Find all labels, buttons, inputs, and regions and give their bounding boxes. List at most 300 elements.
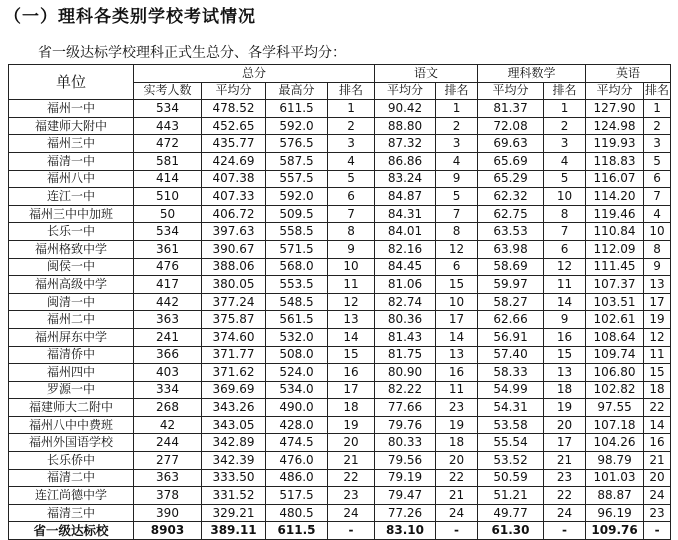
header-total-max: 最高分 [266,82,328,100]
total-max: 553.5 [266,276,328,294]
exam-count: 42 [134,416,202,434]
chinese-rank: 23 [436,399,478,417]
summary-school-name: 省一级达标校 [9,522,134,540]
exam-count: 443 [134,117,202,135]
school-name: 闽侯一中 [9,258,134,276]
math-avg: 65.69 [478,152,544,170]
exam-count: 277 [134,452,202,470]
math-rank: 7 [544,223,586,241]
math-rank: 11 [544,276,586,294]
chinese-rank: 24 [436,504,478,522]
header-total-avg: 平均分 [202,82,266,100]
total-rank: 8 [328,223,375,241]
table-row [9,487,671,505]
total-avg: 380.05 [202,276,266,294]
school-name: 长乐一中 [9,223,134,241]
header-math: 理科数学 [478,65,586,83]
summary-chinese-avg: 83.10 [375,522,436,540]
school-name: 福州八中中费班 [9,416,134,434]
math-avg: 69.63 [478,135,544,153]
table-row [9,469,671,487]
chinese-rank: 14 [436,328,478,346]
total-max: 571.5 [266,240,328,258]
total-rank: 24 [328,504,375,522]
exam-count: 442 [134,293,202,311]
math-rank: 2 [544,117,586,135]
english-rank: 23 [644,504,671,522]
english-rank: 17 [644,293,671,311]
table-row [9,205,671,223]
english-avg: 96.19 [586,504,644,522]
table-row [9,434,671,452]
english-rank: 10 [644,223,671,241]
chinese-rank: 10 [436,293,478,311]
total-avg: 369.69 [202,381,266,399]
english-avg: 101.03 [586,469,644,487]
total-rank: 15 [328,346,375,364]
table-row [9,170,671,188]
exam-count: 268 [134,399,202,417]
math-rank: 20 [544,416,586,434]
school-name: 长乐侨中 [9,452,134,470]
math-rank: 23 [544,469,586,487]
total-rank: 5 [328,170,375,188]
chinese-avg: 81.43 [375,328,436,346]
total-max: 587.5 [266,152,328,170]
table-row [9,399,671,417]
english-avg: 102.82 [586,381,644,399]
english-rank: 24 [644,487,671,505]
total-avg: 333.50 [202,469,266,487]
english-rank: 8 [644,240,671,258]
math-avg: 58.69 [478,258,544,276]
total-max: 480.5 [266,504,328,522]
total-rank: 19 [328,416,375,434]
summary-chinese-rank: - [436,522,478,540]
chinese-avg: 82.74 [375,293,436,311]
english-avg: 106.80 [586,364,644,382]
exam-count: 334 [134,381,202,399]
total-max: 592.0 [266,117,328,135]
section-heading: （一）理科各类别学校考试情况 [4,7,256,27]
math-avg: 62.66 [478,311,544,329]
header-math-avg: 平均分 [478,82,544,100]
chinese-rank: 5 [436,188,478,206]
total-max: 508.0 [266,346,328,364]
header-english: 英语 [586,65,671,83]
total-avg: 371.62 [202,364,266,382]
school-scores-table [8,64,671,540]
total-avg: 371.77 [202,346,266,364]
chinese-avg: 79.56 [375,452,436,470]
chinese-avg: 83.24 [375,170,436,188]
english-rank: 5 [644,152,671,170]
chinese-rank: 9 [436,170,478,188]
math-rank: 19 [544,399,586,417]
chinese-rank: 3 [436,135,478,153]
chinese-avg: 87.32 [375,135,436,153]
chinese-rank: 17 [436,311,478,329]
total-avg: 406.72 [202,205,266,223]
summary-row [9,522,671,540]
math-avg: 59.97 [478,276,544,294]
total-rank: 4 [328,152,375,170]
chinese-avg: 84.01 [375,223,436,241]
table-row [9,293,671,311]
header-row-group [9,65,671,83]
math-rank: 14 [544,293,586,311]
total-rank: 22 [328,469,375,487]
total-max: 568.0 [266,258,328,276]
school-name: 福州三中 [9,135,134,153]
total-max: 548.5 [266,293,328,311]
math-rank: 22 [544,487,586,505]
math-rank: 13 [544,364,586,382]
chinese-avg: 84.45 [375,258,436,276]
header-total-rank: 排名 [328,82,375,100]
total-rank: 18 [328,399,375,417]
chinese-rank: 4 [436,152,478,170]
total-avg: 390.67 [202,240,266,258]
header-unit: 单位 [9,65,134,100]
school-name: 福州一中 [9,100,134,118]
total-rank: 7 [328,205,375,223]
total-rank: 14 [328,328,375,346]
school-name: 福清一中 [9,152,134,170]
chinese-rank: 11 [436,381,478,399]
total-rank: 2 [328,117,375,135]
header-count: 实考人数 [134,82,202,100]
total-avg: 452.65 [202,117,266,135]
chinese-rank: 13 [436,346,478,364]
math-rank: 5 [544,170,586,188]
total-max: 490.0 [266,399,328,417]
total-max: 532.0 [266,328,328,346]
total-rank: 13 [328,311,375,329]
summary-exam-count: 8903 [134,522,202,540]
math-avg: 54.99 [478,381,544,399]
english-avg: 111.45 [586,258,644,276]
english-avg: 97.55 [586,399,644,417]
exam-count: 390 [134,504,202,522]
total-rank: 3 [328,135,375,153]
exam-count: 417 [134,276,202,294]
chinese-rank: 12 [436,240,478,258]
total-rank: 1 [328,100,375,118]
total-rank: 10 [328,258,375,276]
chinese-rank: 15 [436,276,478,294]
math-avg: 63.53 [478,223,544,241]
total-max: 517.5 [266,487,328,505]
total-max: 476.0 [266,452,328,470]
exam-count: 476 [134,258,202,276]
summary-english-rank: - [644,522,671,540]
english-rank: 12 [644,328,671,346]
table-row [9,276,671,294]
english-rank: 9 [644,258,671,276]
math-rank: 9 [544,311,586,329]
english-rank: 13 [644,276,671,294]
exam-count: 50 [134,205,202,223]
math-avg: 63.98 [478,240,544,258]
chinese-avg: 80.90 [375,364,436,382]
total-max: 474.5 [266,434,328,452]
english-avg: 118.83 [586,152,644,170]
header-math-rank: 排名 [544,82,586,100]
chinese-avg: 77.26 [375,504,436,522]
math-avg: 57.40 [478,346,544,364]
school-name: 连江一中 [9,188,134,206]
table-row [9,100,671,118]
table-row [9,223,671,241]
total-avg: 397.63 [202,223,266,241]
english-avg: 119.93 [586,135,644,153]
math-avg: 53.52 [478,452,544,470]
math-rank: 24 [544,504,586,522]
exam-count: 241 [134,328,202,346]
exam-count: 403 [134,364,202,382]
table-caption: 省一级达标学校理科正式生总分、各学科平均分： [38,45,346,61]
school-name: 福州屏东中学 [9,328,134,346]
math-avg: 58.27 [478,293,544,311]
total-max: 576.5 [266,135,328,153]
english-avg: 88.87 [586,487,644,505]
math-avg: 50.59 [478,469,544,487]
total-rank: 23 [328,487,375,505]
english-avg: 109.74 [586,346,644,364]
math-rank: 8 [544,205,586,223]
total-max: 592.0 [266,188,328,206]
chinese-rank: 8 [436,223,478,241]
table-row [9,328,671,346]
total-rank: 6 [328,188,375,206]
summary-total-rank: - [328,522,375,540]
math-rank: 17 [544,434,586,452]
math-avg: 62.32 [478,188,544,206]
chinese-rank: 7 [436,205,478,223]
school-name: 福建师大附中 [9,117,134,135]
chinese-avg: 81.06 [375,276,436,294]
total-max: 557.5 [266,170,328,188]
header-chinese: 语文 [375,65,478,83]
school-name: 闽清一中 [9,293,134,311]
chinese-avg: 86.86 [375,152,436,170]
english-avg: 108.64 [586,328,644,346]
table-row [9,416,671,434]
summary-english-avg: 109.76 [586,522,644,540]
english-avg: 103.51 [586,293,644,311]
chinese-rank: 18 [436,434,478,452]
table-row [9,117,671,135]
english-rank: 4 [644,205,671,223]
table-row [9,504,671,522]
chinese-avg: 81.75 [375,346,436,364]
total-max: 486.0 [266,469,328,487]
english-rank: 6 [644,170,671,188]
english-avg: 116.07 [586,170,644,188]
school-name: 福建师大二附中 [9,399,134,417]
chinese-avg: 90.42 [375,100,436,118]
school-name: 福清侨中 [9,346,134,364]
total-avg: 331.52 [202,487,266,505]
chinese-rank: 22 [436,469,478,487]
math-avg: 53.58 [478,416,544,434]
chinese-avg: 79.47 [375,487,436,505]
math-rank: 15 [544,346,586,364]
exam-count: 534 [134,223,202,241]
table-body [9,100,671,540]
exam-count: 378 [134,487,202,505]
total-avg: 377.24 [202,293,266,311]
english-rank: 1 [644,100,671,118]
exam-count: 366 [134,346,202,364]
header-english-avg: 平均分 [586,82,644,100]
exam-count: 510 [134,188,202,206]
math-rank: 3 [544,135,586,153]
school-name: 福州高级中学 [9,276,134,294]
math-avg: 62.75 [478,205,544,223]
english-avg: 127.90 [586,100,644,118]
math-avg: 56.91 [478,328,544,346]
total-avg: 407.33 [202,188,266,206]
chinese-avg: 80.36 [375,311,436,329]
math-avg: 54.31 [478,399,544,417]
math-avg: 81.37 [478,100,544,118]
exam-count: 581 [134,152,202,170]
math-avg: 55.54 [478,434,544,452]
chinese-rank: 2 [436,117,478,135]
total-rank: 9 [328,240,375,258]
english-rank: 15 [644,364,671,382]
school-name: 福州外国语学校 [9,434,134,452]
total-max: 428.0 [266,416,328,434]
exam-count: 363 [134,469,202,487]
total-rank: 20 [328,434,375,452]
total-max: 558.5 [266,223,328,241]
english-avg: 104.26 [586,434,644,452]
chinese-rank: 1 [436,100,478,118]
table-row [9,240,671,258]
math-avg: 58.33 [478,364,544,382]
total-avg: 343.26 [202,399,266,417]
math-rank: 6 [544,240,586,258]
chinese-avg: 82.16 [375,240,436,258]
total-rank: 17 [328,381,375,399]
school-name: 福清三中 [9,504,134,522]
math-avg: 49.77 [478,504,544,522]
english-rank: 20 [644,469,671,487]
english-rank: 18 [644,381,671,399]
summary-total-max: 611.5 [266,522,328,540]
english-rank: 14 [644,416,671,434]
total-avg: 435.77 [202,135,266,153]
total-avg: 388.06 [202,258,266,276]
table-row [9,381,671,399]
total-avg: 342.89 [202,434,266,452]
english-avg: 124.98 [586,117,644,135]
header-total: 总分 [134,65,375,83]
school-name: 福州三中中加班 [9,205,134,223]
header-chinese-avg: 平均分 [375,82,436,100]
total-avg: 343.05 [202,416,266,434]
total-avg: 329.21 [202,504,266,522]
english-rank: 3 [644,135,671,153]
exam-count: 534 [134,100,202,118]
total-avg: 342.39 [202,452,266,470]
english-avg: 112.09 [586,240,644,258]
school-name: 福州四中 [9,364,134,382]
total-avg: 375.87 [202,311,266,329]
total-max: 509.5 [266,205,328,223]
table-row [9,258,671,276]
english-avg: 107.18 [586,416,644,434]
chinese-avg: 79.76 [375,416,436,434]
english-avg: 110.84 [586,223,644,241]
summary-math-rank: - [544,522,586,540]
chinese-rank: 21 [436,487,478,505]
total-avg: 374.60 [202,328,266,346]
english-rank: 22 [644,399,671,417]
chinese-rank: 16 [436,364,478,382]
exam-count: 244 [134,434,202,452]
table-row [9,188,671,206]
exam-count: 414 [134,170,202,188]
header-chinese-rank: 排名 [436,82,478,100]
summary-math-avg: 61.30 [478,522,544,540]
english-rank: 7 [644,188,671,206]
table-row [9,311,671,329]
chinese-avg: 82.22 [375,381,436,399]
english-avg: 98.79 [586,452,644,470]
table-row [9,364,671,382]
school-name: 罗源一中 [9,381,134,399]
math-rank: 16 [544,328,586,346]
total-max: 561.5 [266,311,328,329]
school-name: 福清二中 [9,469,134,487]
math-avg: 65.29 [478,170,544,188]
total-avg: 478.52 [202,100,266,118]
total-avg: 424.69 [202,152,266,170]
chinese-avg: 88.80 [375,117,436,135]
english-rank: 21 [644,452,671,470]
total-max: 611.5 [266,100,328,118]
english-rank: 16 [644,434,671,452]
chinese-avg: 84.87 [375,188,436,206]
school-name: 连江尚德中学 [9,487,134,505]
english-avg: 114.20 [586,188,644,206]
math-avg: 72.08 [478,117,544,135]
table-row [9,152,671,170]
chinese-avg: 80.33 [375,434,436,452]
math-avg: 51.21 [478,487,544,505]
math-rank: 1 [544,100,586,118]
exam-count: 472 [134,135,202,153]
school-name: 福州二中 [9,311,134,329]
total-rank: 16 [328,364,375,382]
total-avg: 407.38 [202,170,266,188]
exam-count: 361 [134,240,202,258]
total-rank: 12 [328,293,375,311]
exam-count: 363 [134,311,202,329]
total-rank: 11 [328,276,375,294]
math-rank: 12 [544,258,586,276]
total-max: 524.0 [266,364,328,382]
table-row [9,135,671,153]
english-rank: 19 [644,311,671,329]
math-rank: 4 [544,152,586,170]
chinese-avg: 77.66 [375,399,436,417]
total-max: 534.0 [266,381,328,399]
